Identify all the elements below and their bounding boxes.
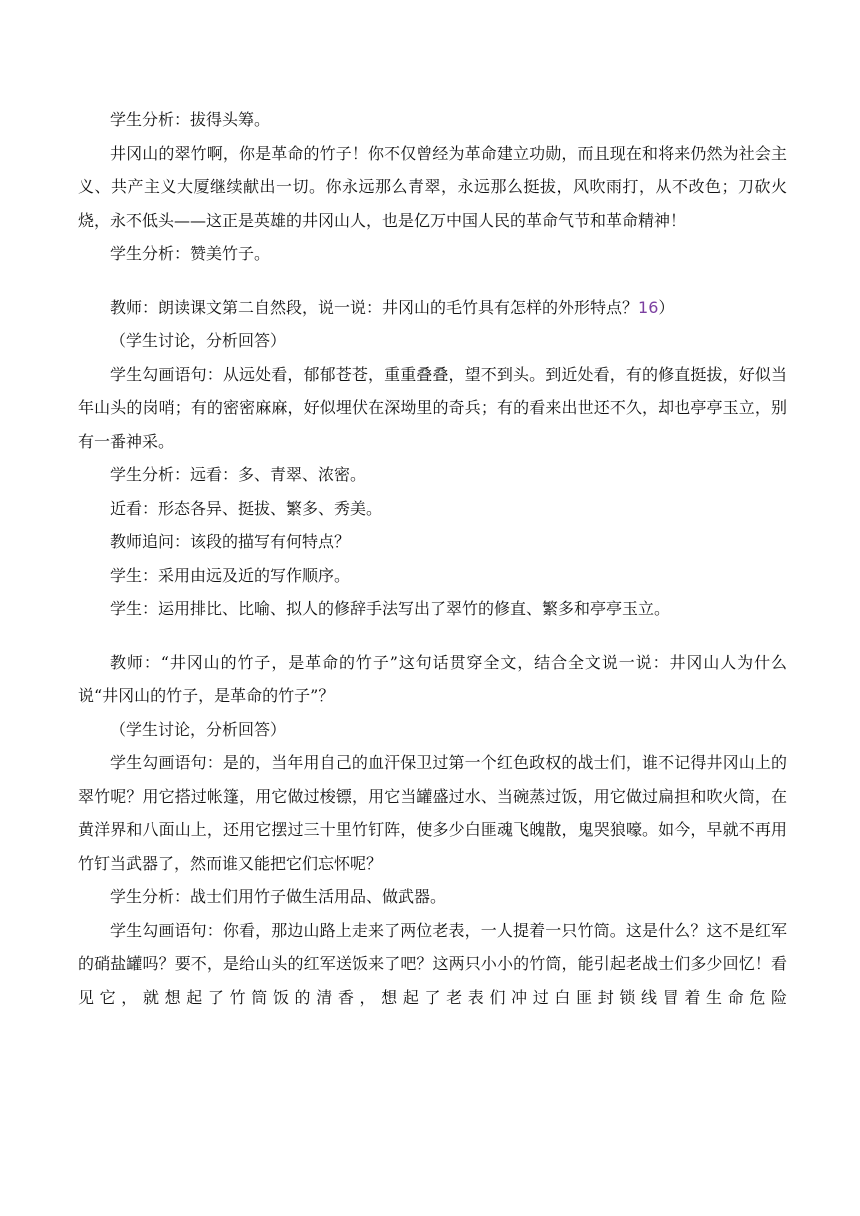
- reference-number: 16: [638, 297, 659, 317]
- teacher-question-1: [78, 291, 787, 325]
- teacher-question-2: 教师：“井冈山的竹子，是革命的竹子”这句话贯穿全文，结合全文说一说：井冈山人为什么说“井冈山的竹子，是革命的竹子”？: [78, 652, 787, 705]
- teacher-question-1-close: ）: [658, 297, 675, 317]
- student-analysis-1: 学生分析：拔得头筹。: [110, 110, 271, 129]
- student-quote-1: 学生勾画语句：从远处看，郁郁苍苍，重重叠叠，望不到头。到近处看，有的修直挺拔，好似当年山头的岗哨；有的密密麻麻，好似埋伏在深坳里的奇兵；有的看来出世还不久，却也亭亭玉立，别有一番神采。: [78, 364, 787, 451]
- paragraph-gap: [78, 271, 787, 291]
- near-view-analysis: 近看：形态各异、挺拔、繁多、秀美。: [110, 498, 383, 518]
- student-analysis-3: 学生分析：远看：多、青翠、浓密。: [110, 465, 367, 484]
- student-discussion-2: （学生讨论，分析回答）: [110, 719, 287, 739]
- student-analysis-2: 学生分析：赞美竹子。: [110, 244, 271, 263]
- student-quote-2: 学生勾画语句：是的，当年用自己的血汗保卫过第一个红色政权的战士们，谁不记得井冈山上的翠竹呢？用它搭过帐篷，用它做过梭镖，用它当罐盛过水、当碗蒸过饭，用它做过扁担和吹火筒，在黄洋界和八面山上，还用它摆过三十里竹钉阵，使多少白匪魂飞魄散，鬼哭狼嚎。如今，早就不再用竹钉当武器了，然而谁又能把它们忘怀呢？: [78, 753, 787, 873]
- student-answer-1: 学生：采用由远及近的写作顺序。: [110, 565, 351, 585]
- paragraph-gap-2: [78, 626, 787, 646]
- student-analysis-4: 学生分析：战士们用竹子做生活用品、做武器。: [110, 887, 447, 906]
- student-answer-2: 学生：运用排比、比喻、拟人的修辞手法写出了翠竹的修直、繁多和亭亭玉立。: [110, 599, 671, 618]
- teacher-followup: 教师追问：该段的描写有何特点？: [110, 532, 351, 551]
- bamboo-praise-paragraph: 井冈山的翠竹啊，你是革命的竹子！你不仅曾经为革命建立功勋，而且现在和将来仍然为社会主义、共产主义大厦继续献出一切。你永远那么青翠，永远那么挺拔，风吹雨打，从不改色；刀砍火烧，永不低头——这正是英雄的井冈山人，也是亿万中国人民的革命气节和革命精神！: [78, 143, 787, 230]
- student-discussion-1: （学生讨论，分析回答）: [110, 331, 287, 350]
- student-quote-3: 学生勾画语句：你看，那边山路上走来了两位老表，一人提着一只竹筒。这是什么？这不是红军的硝盐罐吗？要不，是给山头的红军送饭来了吧？这两只小小的竹筒，能引起老战士们多少回忆！看见它，就想起了竹筒饭的清香，想起了老表们冲过白匪封锁线冒着生命危险: [78, 920, 787, 1007]
- teacher-question-1-text: 教师：朗读课文第二自然段，说一说：井冈山的毛竹具有怎样的外形特点？: [110, 297, 639, 317]
